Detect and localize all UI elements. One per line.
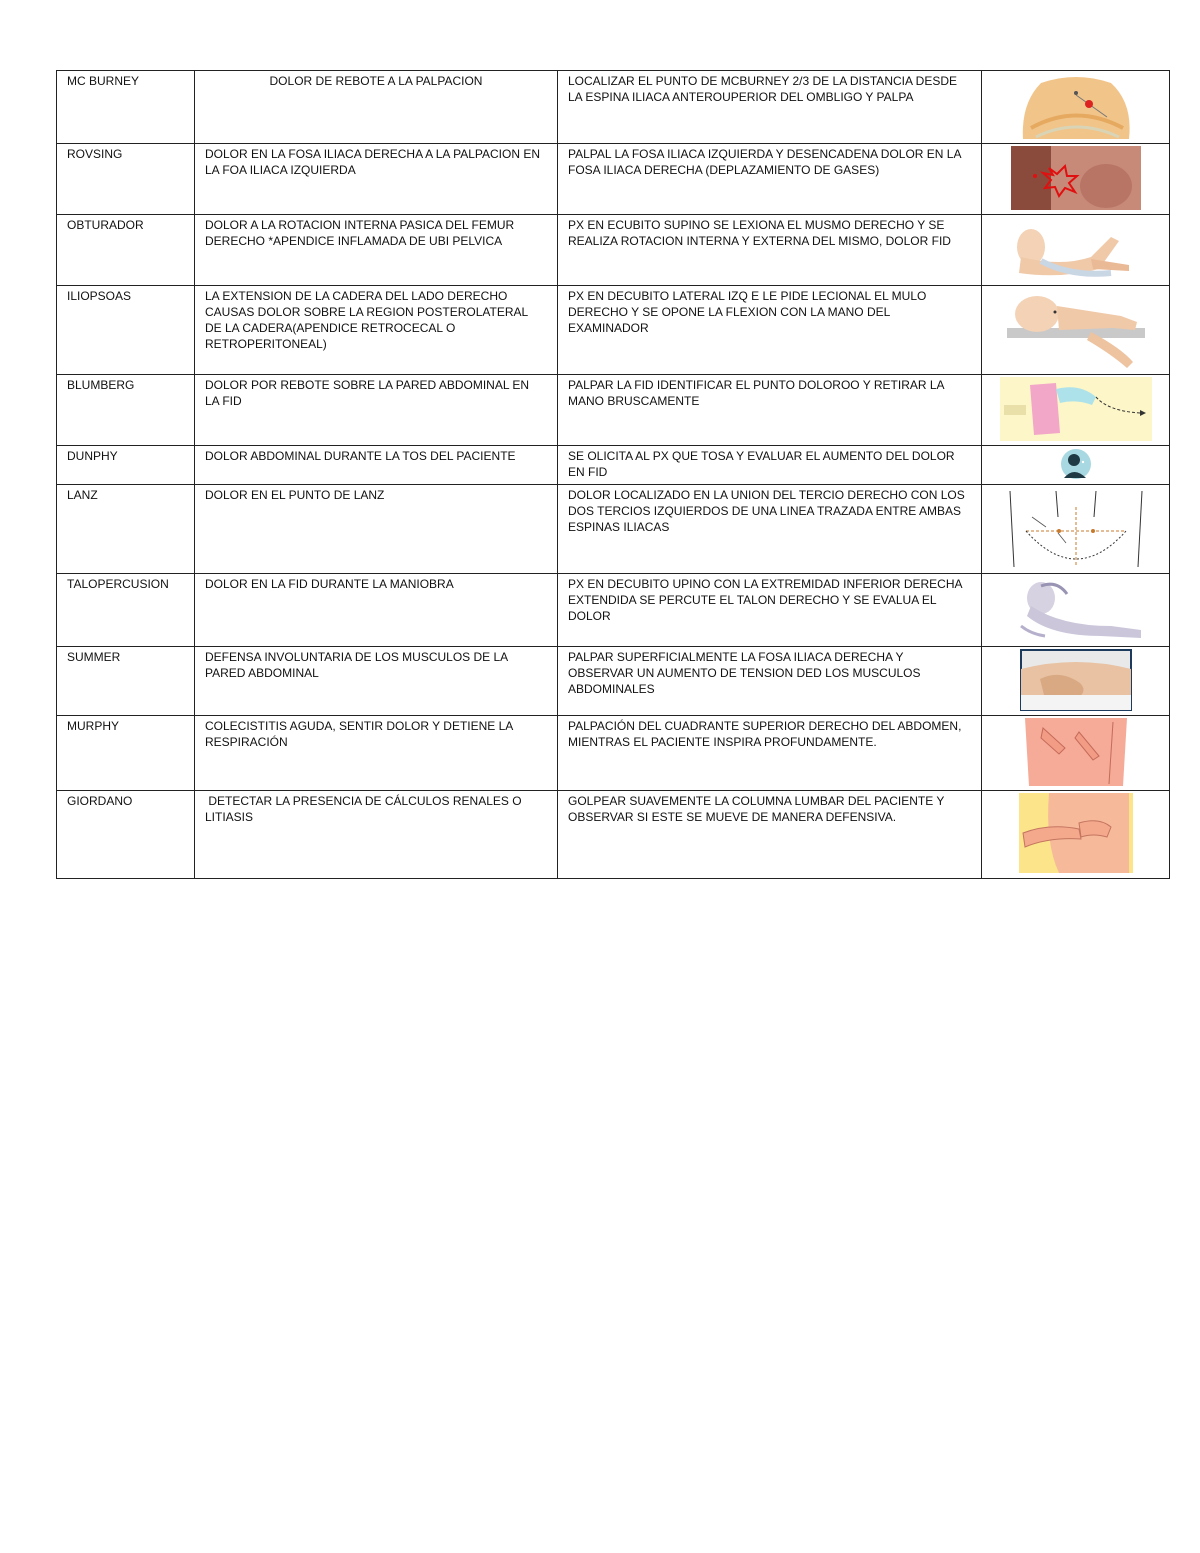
sign-description-cell: DEFENSA INVOLUNTARIA DE LOS MUSCULOS DE LA PARED ABDOMINAL xyxy=(195,647,558,716)
sign-description-cell: COLECISTITIS AGUDA, SENTIR DOLOR Y DETIENE LA RESPIRACIÓN xyxy=(195,716,558,791)
sign-description-cell: DOLOR EN EL PUNTO DE LANZ xyxy=(195,485,558,574)
sign-image-cell xyxy=(982,485,1170,574)
sign-description-cell: DOLOR ABDOMINAL DURANTE LA TOS DEL PACIENTE xyxy=(195,446,558,485)
heel-percussion-illustration xyxy=(1001,576,1151,642)
sign-description-cell: DOLOR EN LA FID DURANTE LA MANIOBRA xyxy=(195,574,558,647)
sign-image-cell xyxy=(982,647,1170,716)
sign-image-cell xyxy=(982,144,1170,215)
sign-image-cell xyxy=(982,446,1170,485)
sign-name-cell: BLUMBERG xyxy=(57,375,195,446)
sign-technique-cell: PX EN DECUBITO UPINO CON LA EXTREMIDAD INFERIOR DERECHA EXTENDIDA SE PERCUTE EL TALON DERECHO Y SE EVALUA EL DOLOR xyxy=(558,574,982,647)
rebound-hand-diagram xyxy=(1000,377,1152,441)
sign-technique-cell: PALPAL LA FOSA ILIACA IZQUIERDA Y DESENCADENA DOLOR EN LA FOSA ILIACA DERECHA (DEPLAZAMIENTO DE GASES) xyxy=(558,144,982,215)
patient-lying-leg-extension-illustration xyxy=(1001,288,1151,370)
sign-image-cell xyxy=(982,716,1170,791)
sign-image-cell xyxy=(982,71,1170,144)
sign-image-cell xyxy=(982,286,1170,375)
sign-name-cell: MC BURNEY xyxy=(57,71,195,144)
sign-name-cell: GIORDANO xyxy=(57,791,195,879)
sign-technique-cell: PALPAR LA FID IDENTIFICAR EL PUNTO DOLOROO Y RETIRAR LA MANO BRUSCAMENTE xyxy=(558,375,982,446)
sign-technique-cell: DOLOR LOCALIZADO EN LA UNION DEL TERCIO DERECHO CON LOS DOS TERCIOS IZQUIERDOS DE UNA LINEA TRAZADA ENTRE AMBAS ESPINAS ILIACAS xyxy=(558,485,982,574)
sign-technique-cell: PX EN ECUBITO SUPINO SE LEXIONA EL MUSMO DERECHO Y SE REALIZA ROTACION INTERNA Y EXTERNA DEL MISMO, DOLOR FID xyxy=(558,215,982,286)
sign-image-cell xyxy=(982,791,1170,879)
table-row xyxy=(57,485,1170,574)
sign-name-cell: OBTURADOR xyxy=(57,215,195,286)
table-row xyxy=(57,215,1170,286)
table-row xyxy=(57,446,1170,485)
sign-name-cell: ILIOPSOAS xyxy=(57,286,195,375)
sign-description-cell: DOLOR DE REBOTE A LA PALPACION xyxy=(195,71,558,144)
sign-technique-cell: PALPACIÓN DEL CUADRANTE SUPERIOR DERECHO DEL ABDOMEN, MIENTRAS EL PACIENTE INSPIRA PROFUNDAMENTE. xyxy=(558,716,982,791)
sign-name-cell: SUMMER xyxy=(57,647,195,716)
sign-image-cell xyxy=(982,215,1170,286)
abdomen-mcburney-point-illustration xyxy=(1011,73,1141,139)
table-row xyxy=(57,716,1170,791)
sign-description-cell: DOLOR A LA ROTACION INTERNA PASICA DEL FEMUR DERECHO *APENDICE INFLAMADA DE UBI PELVICA xyxy=(195,215,558,286)
sign-technique-cell: GOLPEAR SUAVEMENTE LA COLUMNA LUMBAR DEL PACIENTE Y OBSERVAR SI ESTE SE MUEVE DE MANERA DEFENSIVA. xyxy=(558,791,982,879)
sign-name-cell: ROVSING xyxy=(57,144,195,215)
clinical-signs-table xyxy=(56,70,1170,879)
sign-description-cell: LA EXTENSION DE LA CADERA DEL LADO DERECHO CAUSAS DOLOR SOBRE LA REGION POSTEROLATERAL DE LA CADERA(APENDICE RETROCECAL O RETROPERITONEAL) xyxy=(195,286,558,375)
table-row xyxy=(57,647,1170,716)
table-row xyxy=(57,791,1170,879)
sign-technique-cell: LOCALIZAR EL PUNTO DE MCBURNEY 2/3 DE LA DISTANCIA DESDE LA ESPINA ILIACA ANTEROUPERIOR DEL OMBLIGO Y PALPA xyxy=(558,71,982,144)
sign-description-cell: DETECTAR LA PRESENCIA DE CÁLCULOS RENALES O LITIASIS xyxy=(195,791,558,879)
table-row xyxy=(57,71,1170,144)
document-page xyxy=(56,70,1149,879)
sign-image-cell xyxy=(982,574,1170,647)
sign-name-cell: MURPHY xyxy=(57,716,195,791)
right-upper-quadrant-palpation-illustration xyxy=(1019,718,1133,786)
table-row xyxy=(57,574,1170,647)
abdominal-palpation-photo xyxy=(1020,649,1132,711)
table-row xyxy=(57,144,1170,215)
sign-technique-cell: SE OLICITA AL PX QUE TOSA Y EVALUAR EL AUMENTO DEL DOLOR EN FID xyxy=(558,446,982,485)
table-row xyxy=(57,286,1170,375)
sign-name-cell: LANZ xyxy=(57,485,195,574)
sign-description-cell: DOLOR EN LA FOSA ILIACA DERECHA A LA PALPACION EN LA FOA ILIACA IZQUIERDA xyxy=(195,144,558,215)
lumbar-percussion-illustration xyxy=(1019,793,1133,873)
lanz-point-line-diagram xyxy=(996,487,1156,569)
sign-technique-cell: PALPAR SUPERFICIALMENTE LA FOSA ILIACA DERECHA Y OBSERVAR UN AUMENTO DE TENSION DED LOS MUSCULOS ABDOMINALES xyxy=(558,647,982,716)
sign-technique-cell: PX EN DECUBITO LATERAL IZQ E LE PIDE LECIONAL EL MULO DERECHO Y SE OPONE LA FLEXION CON LA MANO DEL EXAMINADOR xyxy=(558,286,982,375)
coughing-person-icon xyxy=(1056,448,1096,480)
sign-name-cell: TALOPERCUSION xyxy=(57,574,195,647)
abdomen-pain-burst-photo xyxy=(1011,146,1141,210)
sign-image-cell xyxy=(982,375,1170,446)
table-row xyxy=(57,375,1170,446)
sign-description-cell: DOLOR POR REBOTE SOBRE LA PARED ABDOMINAL EN LA FID xyxy=(195,375,558,446)
hip-rotation-illustration xyxy=(1001,217,1151,281)
sign-name-cell: DUNPHY xyxy=(57,446,195,485)
